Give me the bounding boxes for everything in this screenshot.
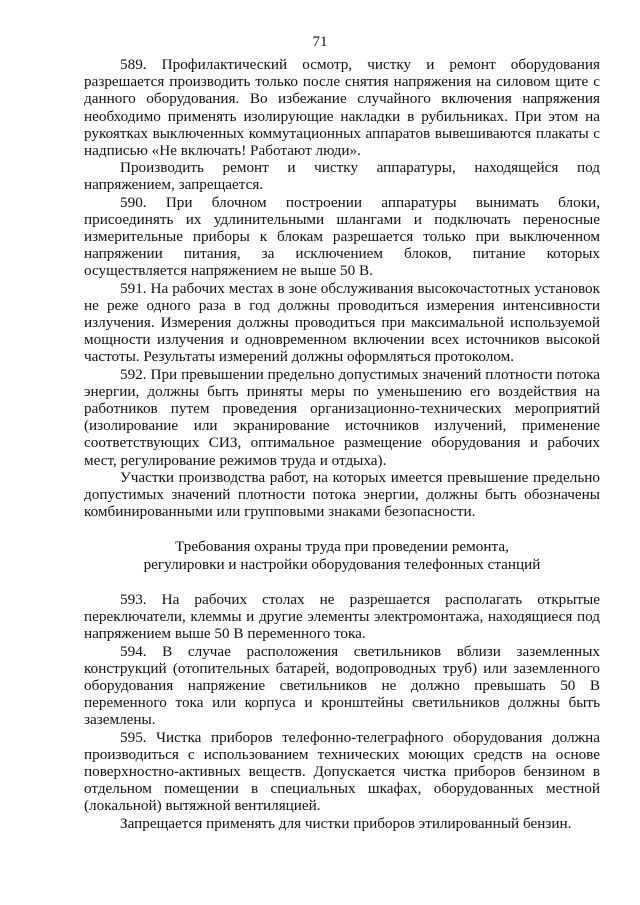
paragraph-590: 590. При блочном построении аппаратуры вынимать блоки, присоединять их удлинительными шлангами и подключать переносные измерительные приборы к блокам разрешается только при выключенном напряжении питания, за исключением блоков, питание которых осуществляется напряжением не выше 50 В. bbox=[84, 193, 600, 280]
paragraph-591: 591. На рабочих местах в зоне обслуживания высокочастотных установок не реже одного раза в год должны проводиться измерения интенсивности излучения. Измерения должны проводиться при максимальной используемой мощности излучения и одновременном включении всех источников высокой частоты. Результаты измерений должны оформляться протоколом. bbox=[84, 279, 600, 366]
paragraph-592-marking: Участки производства работ, на которых имеется превышение предельно допустимых значений плотности потока энергии, должны быть обозначены комбинированными или групповыми знаками безопасности. bbox=[84, 468, 600, 521]
page-number: 71 bbox=[312, 34, 328, 50]
paragraph-595-prohibition: Запрещается применять для чистки приборов этилированный бензин. bbox=[120, 814, 572, 832]
paragraph-592: 592. При превышении предельно допустимых значений плотности потока энергии, должны быть приняты меры по уменьшению его воздействия на работников путем проведения организационно-технических мероприятий (изолирование или экранирование источников излучений, применение соответствующих СИЗ, оптимальное размещение оборудования и рабочих мест, регулирование режимов труда и отдыха). bbox=[84, 365, 600, 469]
paragraph-594: 594. В случае расположения светильников вблизи заземленных конструкций (отопительных батарей, водопроводных труб) или заземленного оборудования напряжение светильников не должно превышать 50 В переменного тока или корпуса и кронштейны светильников должны быть заземлены. bbox=[84, 642, 600, 729]
section-heading bbox=[84, 538, 600, 572]
section-heading-line-1: Требования охраны труда при проведении ремонта, bbox=[175, 538, 509, 556]
section-heading-line-2: регулировки и настройки оборудования телефонных станций bbox=[143, 555, 541, 573]
paragraph-589-prohibition: Производить ремонт и чистку аппаратуры, находящейся под напряжением, запрещается. bbox=[84, 159, 600, 194]
paragraph-589: 589. Профилактический осмотр, чистку и ремонт оборудования разрешается производить только после снятия напряжения на силовом щите с данного оборудования. Во избежание случайного включения напряжения необходимо применять изолирующие накладки в рубильниках. При этом на рукоятках выключенных коммутационных аппаратов вывешиваются плакаты с надписью «Не включать! Работают люди». bbox=[84, 56, 600, 160]
paragraph-595: 595. Чистка приборов телефонно-телеграфного оборудования должна производиться с использованием технических моющих средств на основе поверхностно-активных веществ. Допускается чистка приборов бензином в отдельном помещении в специальных шкафах, оборудованных местной (локальной) вытяжной вентиляцией. bbox=[84, 728, 600, 815]
document-body bbox=[84, 56, 600, 832]
paragraph-593: 593. На рабочих столах не разрешается располагать открытые переключатели, клеммы и другие элементы электромонтажа, находящиеся под напряжением выше 50 В переменного тока. bbox=[84, 590, 600, 643]
